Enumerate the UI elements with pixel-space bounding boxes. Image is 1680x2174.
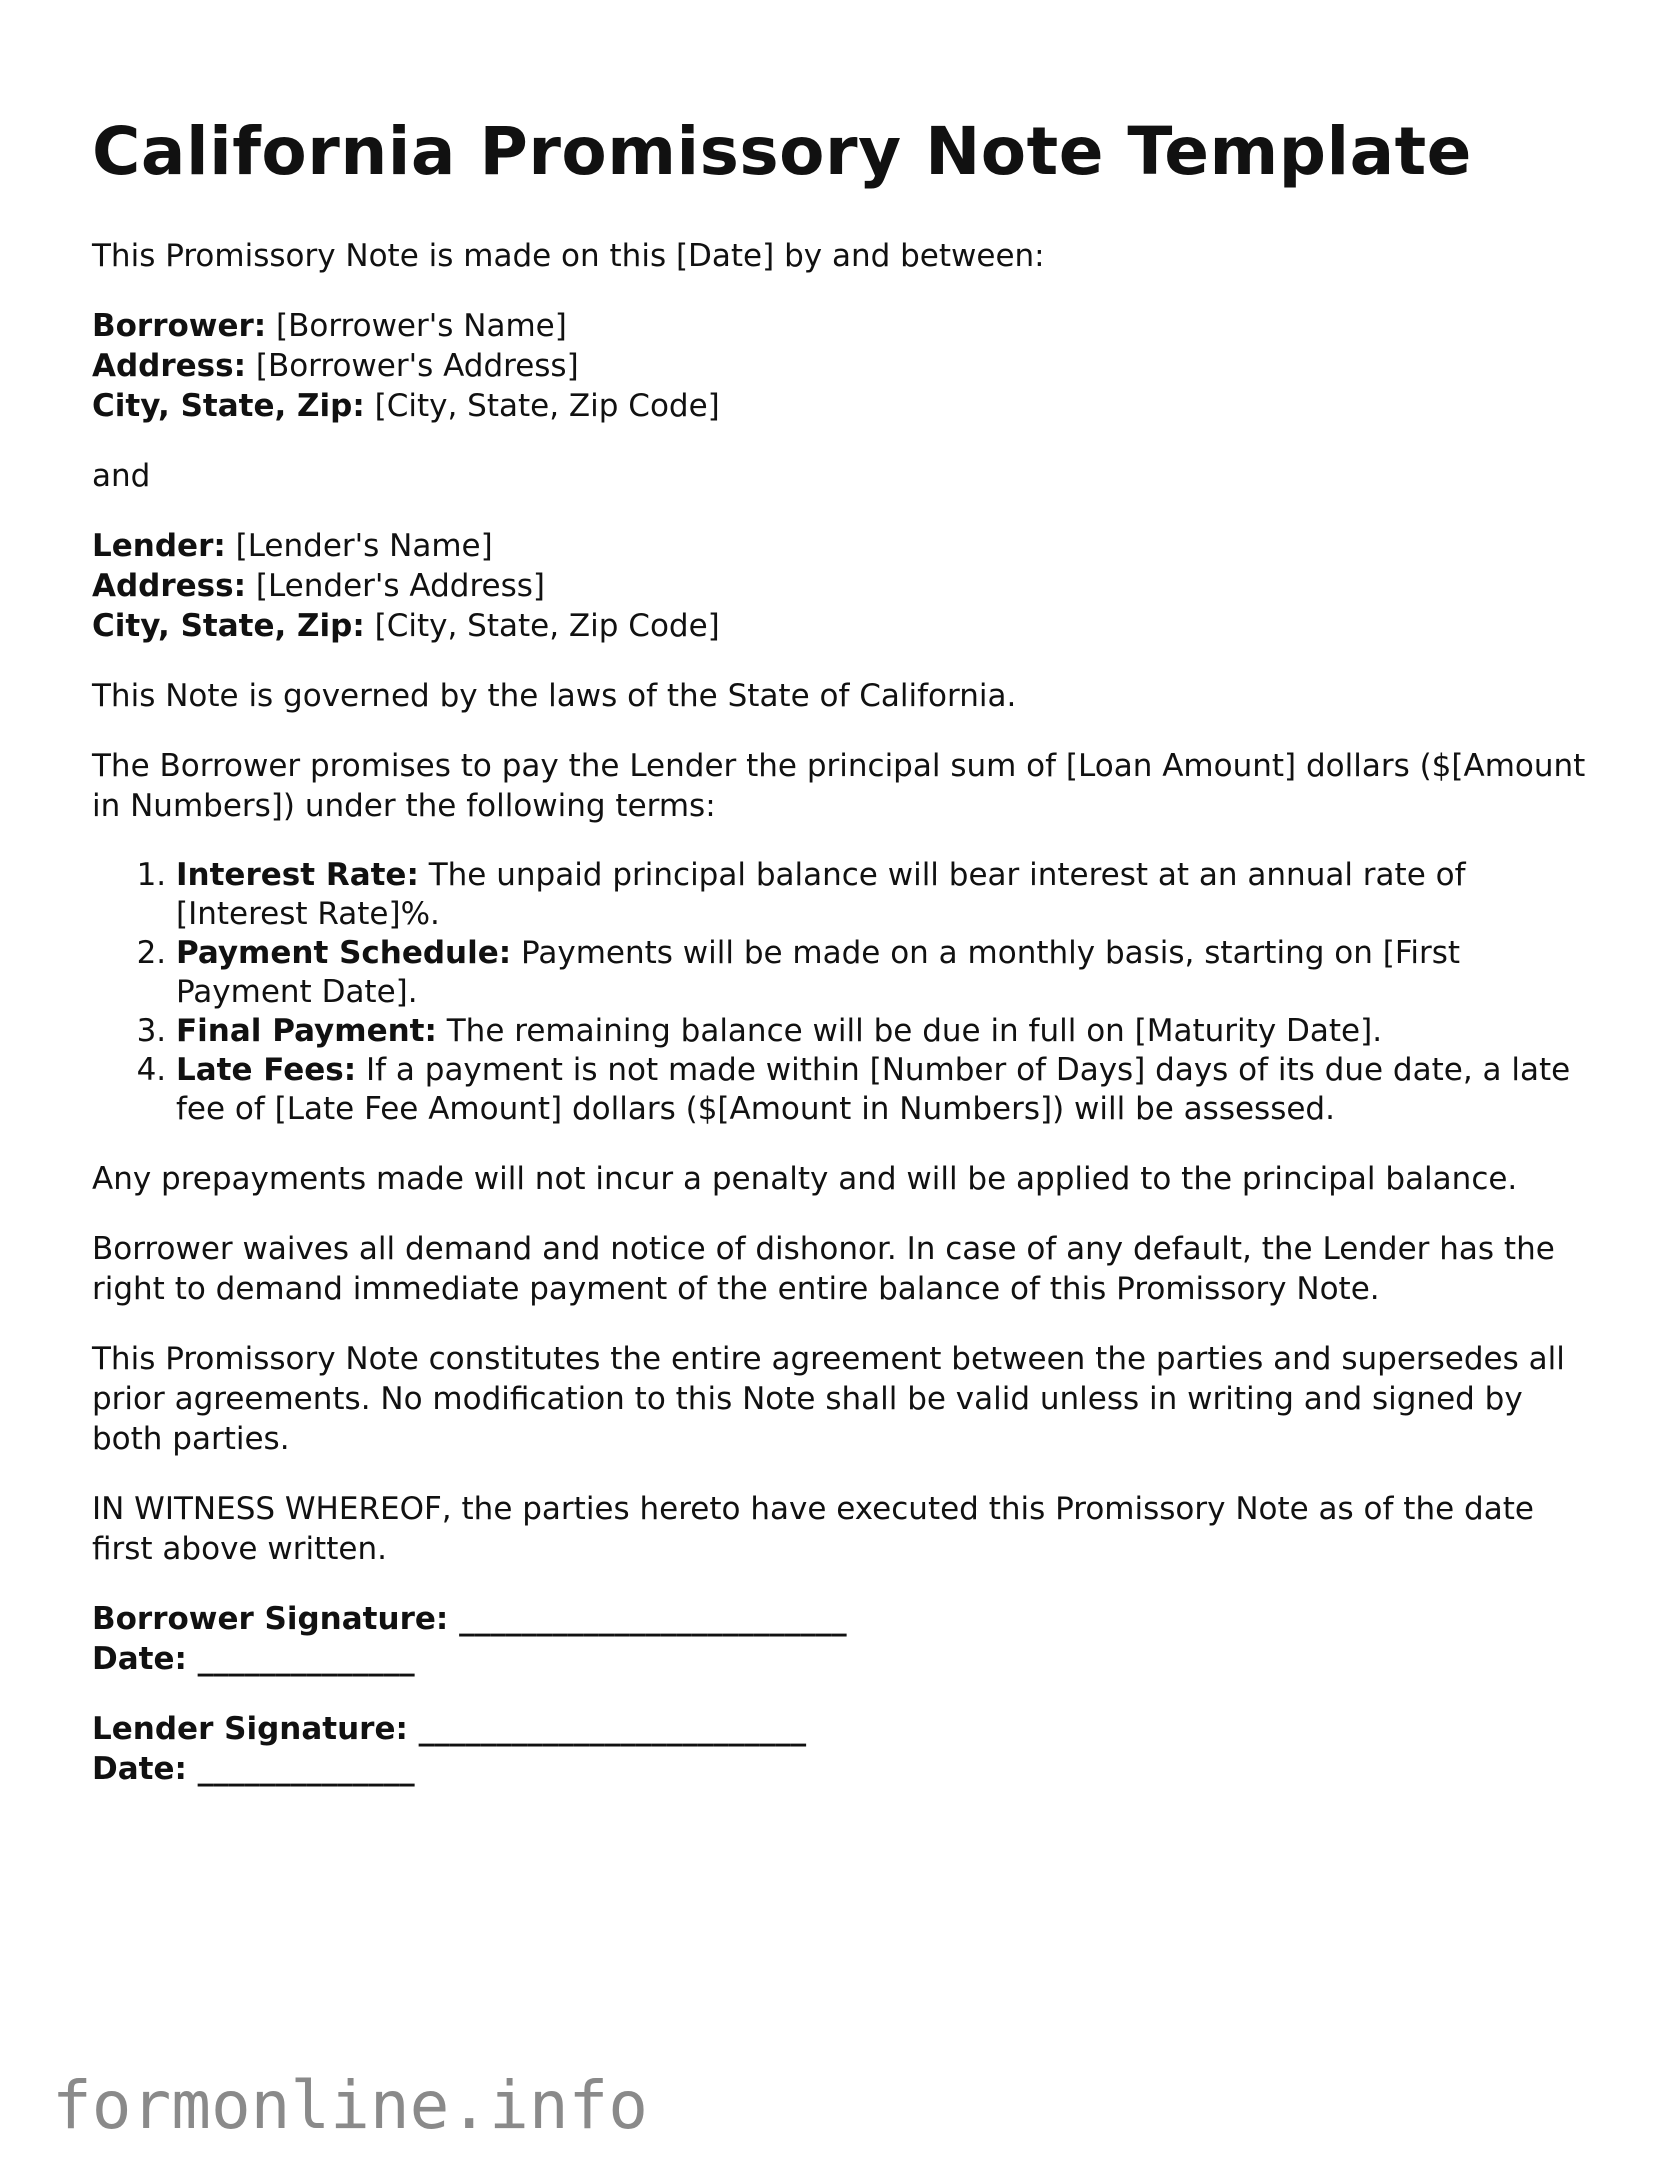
lender-city-label: City, State, Zip: bbox=[92, 608, 365, 644]
term-label: Late Fees: bbox=[176, 1052, 357, 1088]
borrower-block bbox=[92, 306, 1592, 426]
lender-block bbox=[92, 526, 1592, 646]
page-title: California Promissory Note Template bbox=[92, 113, 1472, 190]
prepayment-paragraph: Any prepayments made will not incur a penalty and will be applied to the principal balance. bbox=[92, 1161, 1518, 1197]
borrower-signature-line[interactable]: Borrower Signature: _________________________ bbox=[92, 1601, 847, 1637]
borrower-name-value: [Borrower's Name] bbox=[276, 308, 567, 344]
term-text: If a payment is not made within [Number of Days] days of its due date, a late fee of [Late Fee Amount] dollars ($[Amount in Numbers]) will be assessed. bbox=[176, 1052, 1571, 1127]
document-page bbox=[92, 112, 1592, 1819]
borrower-city-line bbox=[92, 386, 1592, 426]
term-item-payment-schedule bbox=[176, 934, 1592, 1012]
lender-address-value: [Lender's Address] bbox=[255, 568, 545, 604]
borrower-address-value: [Borrower's Address] bbox=[255, 348, 579, 384]
borrower-city-value: [City, State, Zip Code] bbox=[374, 388, 720, 424]
borrower-date-line[interactable]: Date: ______________ bbox=[92, 1641, 415, 1677]
governing-law-paragraph: This Note is governed by the laws of the State of California. bbox=[92, 678, 1017, 714]
intro-paragraph: This Promissory Note is made on this [Date] by and between: bbox=[92, 238, 1045, 274]
term-text: The unpaid principal balance will bear interest at an annual rate of [Interest Rate]%. bbox=[176, 857, 1466, 932]
term-item-final-payment bbox=[176, 1012, 1592, 1051]
lender-signature-block bbox=[92, 1709, 1592, 1789]
lender-name-value: [Lender's Name] bbox=[235, 528, 493, 564]
lender-date-line[interactable]: Date: ______________ bbox=[92, 1751, 415, 1787]
term-text: The remaining balance will be due in full on [Maturity Date]. bbox=[446, 1013, 1383, 1049]
term-label: Interest Rate: bbox=[176, 857, 419, 893]
lender-name-label: Lender: bbox=[92, 528, 226, 564]
term-text: Payments will be made on a monthly basis, starting on [First Payment Date]. bbox=[176, 935, 1461, 1010]
term-label: Final Payment: bbox=[176, 1013, 437, 1049]
borrower-address-line bbox=[92, 346, 1592, 386]
lender-name-line bbox=[92, 526, 1592, 566]
conjunction-text: and bbox=[92, 458, 151, 494]
principal-paragraph: The Borrower promises to pay the Lender the principal sum of [Loan Amount] dollars ($[Amount in Numbers]) under the following terms: bbox=[92, 748, 1586, 824]
term-item-interest-rate bbox=[176, 856, 1592, 934]
lender-city-value: [City, State, Zip Code] bbox=[374, 608, 720, 644]
borrower-city-label: City, State, Zip: bbox=[92, 388, 365, 424]
term-label: Payment Schedule: bbox=[176, 935, 512, 971]
entire-agreement-paragraph: This Promissory Note constitutes the entire agreement between the parties and supersedes all prior agreements. No modification to this Note shall be valid unless in writing and signed by both parties. bbox=[92, 1341, 1565, 1457]
lender-signature-line[interactable]: Lender Signature: _________________________ bbox=[92, 1711, 807, 1747]
lender-address-line bbox=[92, 566, 1592, 606]
lender-city-line bbox=[92, 606, 1592, 646]
lender-address-label: Address: bbox=[92, 568, 246, 604]
borrower-signature-block bbox=[92, 1599, 1592, 1679]
borrower-address-label: Address: bbox=[92, 348, 246, 384]
witness-paragraph: IN WITNESS WHEREOF, the parties hereto have executed this Promissory Note as of the date first above written. bbox=[92, 1491, 1534, 1567]
terms-list bbox=[92, 856, 1592, 1129]
watermark-text: formonline.info bbox=[52, 2067, 649, 2144]
default-clause-paragraph: Borrower waives all demand and notice of dishonor. In case of any default, the Lender has the right to demand immediate payment of the entire balance of this Promissory Note. bbox=[92, 1231, 1555, 1307]
term-item-late-fees bbox=[176, 1051, 1592, 1129]
borrower-name-label: Borrower: bbox=[92, 308, 267, 344]
borrower-name-line bbox=[92, 306, 1592, 346]
